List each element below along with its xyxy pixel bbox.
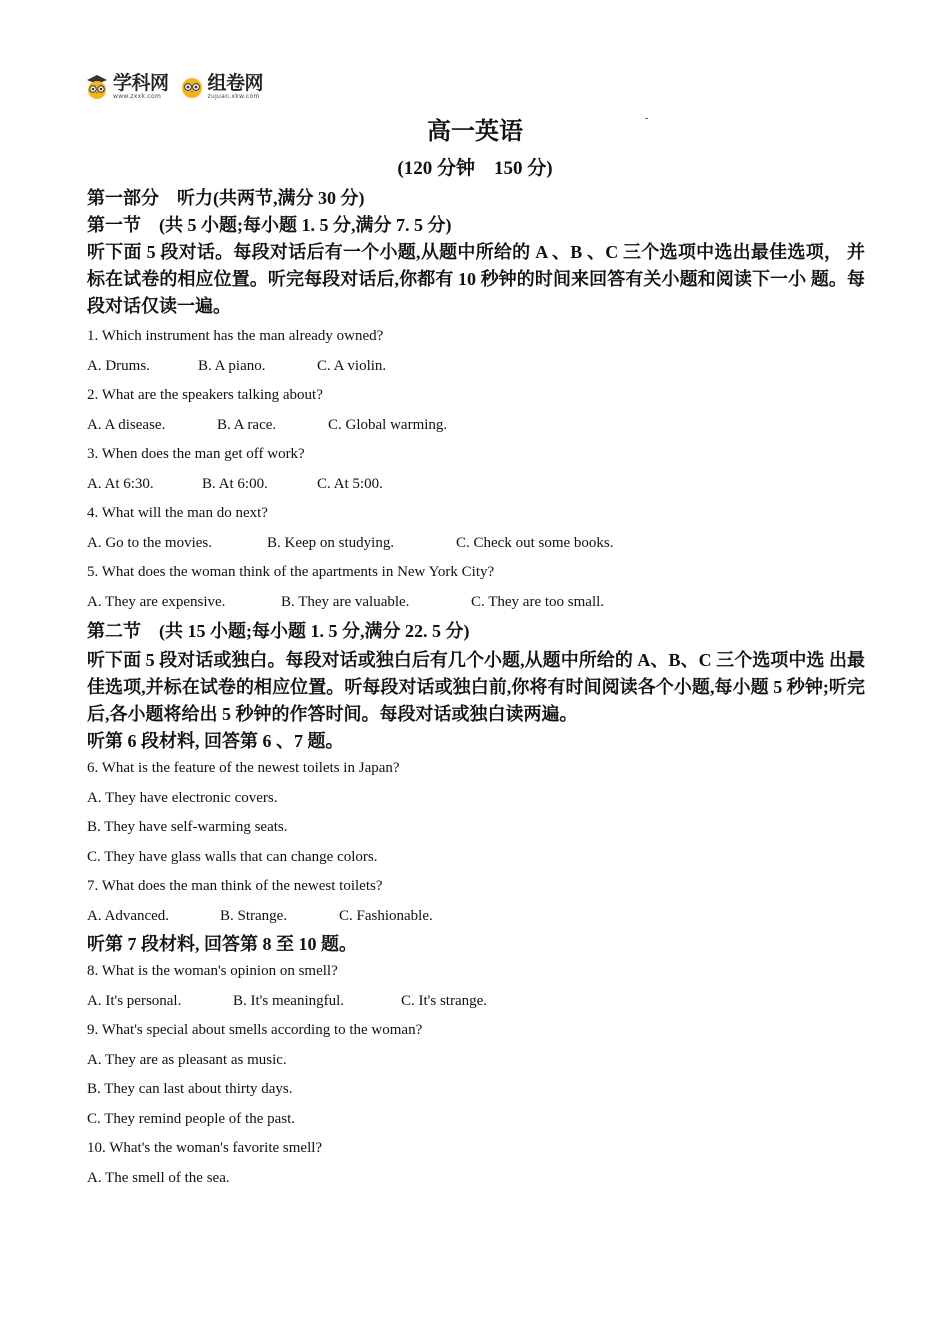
section-instructions: 听下面 5 段对话。每段对话后有一个小题,从题中所给的 A 、B 、C 三个选项中选出最佳选项， 并标在试卷的相应位置。听完每段对话后,你都有 10 秒钟的时间来回答有关小题和阅读下一小 题。每段对话仅读一遍。 bbox=[87, 242, 865, 316]
logo-url: www.zxxk.com bbox=[113, 93, 162, 100]
option: A. Go to the movies. bbox=[87, 534, 212, 551]
option: C. Check out some books. bbox=[456, 534, 614, 551]
option: B. They can last about thirty days. bbox=[87, 1081, 293, 1097]
section-instructions: 听下面 5 段对话或独白。每段对话或独白后有几个小题,从题中所给的 A、B、C 三个选项中选 出最佳选项,并标在试卷的相应位置。听每段对话或独白前,你将有时间阅读各个小题,每小题 5 秒钟;听完后,各小题将给出 5 秒钟的作答时间。每段对话或独白读两遍。 bbox=[87, 650, 865, 724]
question-text: 1. Which instrument has the man already owned? bbox=[87, 328, 384, 344]
logo-url: zujuan.xkw.com bbox=[207, 93, 260, 100]
page-title: 高一英语 bbox=[427, 119, 523, 145]
option: A. Advanced. bbox=[87, 907, 170, 924]
question-options bbox=[87, 411, 865, 441]
question-list bbox=[87, 754, 865, 931]
option: A. At 6:30. bbox=[87, 475, 154, 492]
option: B. At 6:00. bbox=[202, 475, 268, 492]
question-text: 8. What is the woman's opinion on smell? bbox=[87, 963, 338, 979]
question-options bbox=[87, 987, 865, 1017]
option: B. It's meaningful. bbox=[233, 992, 345, 1009]
part-heading: 第一部分 听力(共两节,满分 30 分) bbox=[87, 188, 365, 208]
owl-mascot-icon bbox=[84, 74, 110, 100]
question-text: 6. What is the feature of the newest toilets in Japan? bbox=[87, 760, 400, 776]
option: C. They are too small. bbox=[471, 593, 605, 610]
question-text: 10. What's the woman's favorite smell? bbox=[87, 1140, 323, 1156]
question-text: 2. What are the speakers talking about? bbox=[87, 387, 323, 403]
zujuan-logo bbox=[179, 73, 264, 101]
option: A. Drums. bbox=[87, 357, 150, 374]
option: B. They have self-warming seats. bbox=[87, 819, 288, 835]
zxxk-logo bbox=[84, 73, 169, 101]
exam-content bbox=[87, 185, 865, 1193]
header-logos bbox=[84, 70, 273, 104]
question-text: 3. When does the man get off work? bbox=[87, 446, 305, 462]
material-heading: 听第 7 段材料, 回答第 8 至 10 题。 bbox=[87, 934, 357, 954]
logo-name: 学科网 bbox=[113, 72, 169, 94]
option: A. The smell of the sea. bbox=[87, 1169, 230, 1186]
option: A. They have electronic covers. bbox=[87, 789, 278, 806]
option: C. They have glass walls that can change colors. bbox=[87, 848, 378, 865]
question-options bbox=[87, 529, 865, 559]
option: B. Keep on studying. bbox=[267, 534, 395, 551]
option: C. They remind people of the past. bbox=[87, 1110, 296, 1127]
material-heading: 听第 6 段材料, 回答第 6 、7 题。 bbox=[87, 731, 344, 751]
question-text: 5. What does the woman think of the apartments in New York City? bbox=[87, 564, 495, 580]
logo-name: 组卷网 bbox=[207, 72, 264, 94]
option: C. Fashionable. bbox=[339, 907, 433, 924]
option: C. A violin. bbox=[317, 357, 387, 374]
option: B. They are valuable. bbox=[281, 593, 410, 610]
question-options bbox=[87, 470, 865, 500]
option: C. Global warming. bbox=[328, 416, 448, 433]
option: B. A piano. bbox=[198, 357, 266, 374]
question-list bbox=[87, 957, 865, 1193]
question-options bbox=[87, 352, 865, 382]
option: A. They are as pleasant as music. bbox=[87, 1051, 287, 1068]
question-text: 9. What's special about smells according to the woman? bbox=[87, 1022, 423, 1038]
option: C. It's strange. bbox=[401, 992, 488, 1009]
question-options bbox=[87, 588, 865, 618]
question-list bbox=[87, 322, 865, 617]
option: B. Strange. bbox=[220, 907, 288, 924]
section-heading: 第二节 (共 15 小题;每小题 1. 5 分,满分 22. 5 分) bbox=[87, 621, 470, 641]
owl-mascot-icon bbox=[179, 74, 205, 100]
option: A. They are expensive. bbox=[87, 593, 226, 610]
option: A. A disease. bbox=[87, 416, 166, 433]
question-text: 4. What will the man do next? bbox=[87, 505, 268, 521]
question-text: 7. What does the man think of the newest toilets? bbox=[87, 878, 383, 894]
question-options bbox=[87, 902, 865, 932]
section-heading: 第一节 (共 5 小题;每小题 1. 5 分,满分 7. 5 分) bbox=[87, 215, 452, 235]
exam-duration-score: (120 分钟 150 分) bbox=[397, 158, 553, 179]
option: C. At 5:00. bbox=[317, 475, 383, 492]
option: A. It's personal. bbox=[87, 992, 182, 1009]
option: B. A race. bbox=[217, 416, 277, 433]
